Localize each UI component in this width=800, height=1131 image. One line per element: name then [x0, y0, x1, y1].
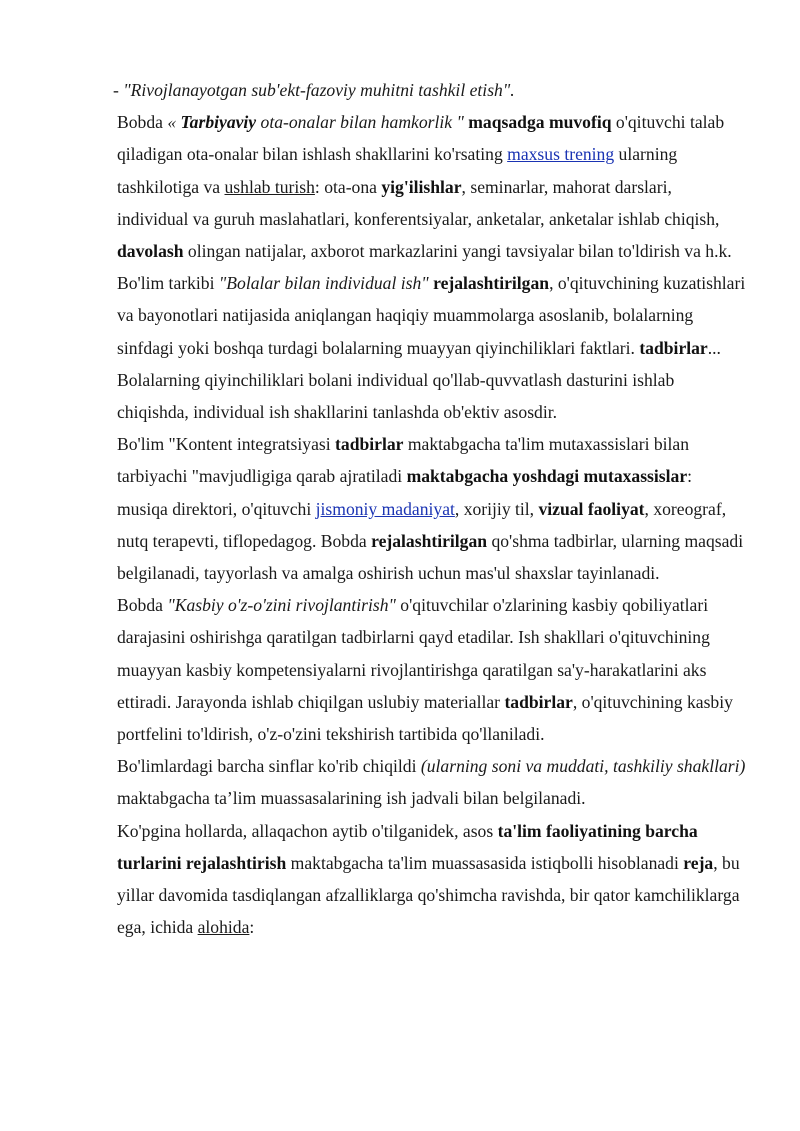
- text-run: Bobda: [117, 112, 168, 133]
- paragraph-individual-work: [117, 267, 747, 428]
- text-run: , o'qituvchining kuzatishlari va bayonotlari natijasida aniqlangan haqiqiy muammolarga asoslanib, bolalarning sinfdagi yoki boshqa turdagi bolalarning muayyan qiyinchiliklari faktlari.: [117, 273, 746, 358]
- italic-text: ota-onalar bilan hamkorlik ": [256, 112, 464, 133]
- bold-text: rejalashtirilgan: [371, 530, 488, 551]
- text-run: Bo'lim tarkibi: [117, 273, 219, 294]
- text-run: Bobda: [117, 595, 168, 616]
- paragraph-content-integration: [117, 428, 747, 589]
- text-run: Ko'pgina hollarda, allaqachon aytib o'tilganidek, asos: [117, 820, 498, 841]
- text-run: : ota-ona: [314, 176, 382, 197]
- text-run: ularning tashkilotiga va: [117, 144, 678, 197]
- italic-text: "Bolalar bilan individual ish": [218, 273, 429, 294]
- italic-text: - "Rivojlanayotgan sub'ekt-fazoviy muhitni tashkil etish".: [113, 80, 515, 100]
- underlined-text: alohida: [197, 917, 250, 938]
- document-body: [113, 74, 747, 943]
- bold-text: tadbirlar: [504, 691, 573, 712]
- text-run: Bo'lim "Kontent integratsiyasi: [117, 434, 336, 455]
- text-run: ... Bolalarning qiyinchiliklari bolani individual qo'llab-quvvatlash dasturini ishlab chiqishda, individual ish shakllarini tanlashda ob'ektiv asosdir.: [117, 337, 721, 423]
- paragraph-list-item: [113, 74, 747, 106]
- bold-text: reja: [683, 852, 714, 873]
- bold-text: tadbirlar: [639, 337, 708, 358]
- italic-text: "Kasbiy o'z-o'zini rivojlantirish": [167, 595, 396, 616]
- paragraph-planning: [117, 815, 747, 944]
- text-run: maktabgacha ta’lim muassasalarining ish jadvali bilan belgilanadi.: [117, 788, 586, 809]
- text-run: , o'qituvchining kasbiy portfelini to'ldirish, o'z-o'zini tekshirish tartibida qo'llaniladi.: [117, 691, 733, 745]
- link-maxsus-trening[interactable]: maxsus trening: [507, 144, 615, 165]
- text-run: maktabgacha ta'lim mutaxassislari bilan tarbiyachi "mavjudligiga qarab ajratiladi: [117, 434, 690, 487]
- text-run: : musiqa direktori, o'qituvchi: [117, 466, 693, 519]
- link-jismoniy-madaniyat[interactable]: jismoniy madaniyat: [315, 498, 455, 519]
- text-run: olingan natijalar, axborot markazlarini yangi tavsiyalar bilan to'ldirish va h.k.: [183, 241, 732, 262]
- italic-text: «: [167, 112, 181, 133]
- text-run: anketalar: [548, 208, 614, 229]
- bold-text: maktabgacha yoshdagi mutaxassislar: [406, 466, 688, 487]
- italic-text: (ularning soni va muddati, tashkiliy shakllari): [420, 756, 746, 777]
- bold-text: davolash: [117, 241, 184, 262]
- underlined-text: ushlab turish: [224, 176, 315, 197]
- bold-text: vizual faoliyat: [538, 498, 645, 519]
- bold-text: rejalashtirilgan: [433, 273, 550, 294]
- text-run: o'qituvchilar o'zlarining kasbiy qobiliyatlari darajasini oshirishga qaratilgan tadbirlarni qayd etadilar. Ish shakllari o'qituvchining muayyan kasbiy kompetensiyalarni rivojlantirishga qaratilgan sa'y-harakatlarini aks ettiradi. Jarayonda ishlab chiqilgan uslubiy materiallar: [117, 595, 710, 712]
- text-run: maktabgacha ta'lim muassasasida istiqbolli hisoblanadi: [286, 852, 684, 873]
- text-run: :: [249, 917, 255, 938]
- bold-text: tadbirlar: [335, 434, 404, 455]
- text-run: ishlab chiqish,: [613, 208, 720, 229]
- text-run: , bu yillar davomida tasdiqlangan afzalliklarga qo'shimcha ravishda, bir qator kamchiliklarga ega, ichida: [117, 852, 740, 938]
- bold-text: maqsadga muvofiq: [468, 112, 612, 133]
- text-run: , xorijiy til,: [454, 498, 539, 519]
- text-run: Bo'limlardagi barcha sinflar ko'rib chiqildi: [117, 756, 421, 777]
- paragraph-self-development: [117, 589, 747, 750]
- text-run: , seminarlar, mahorat darslari, individual va guruh maslahatlari, konferentsiyalar, anketalar,: [117, 176, 672, 229]
- text-run: qo'shma tadbirlar, ularning maqsadi belgilanadi, tayyorlash va amalga oshirish uchun mas'ul shaxslar tayinlanadi.: [117, 530, 744, 584]
- paragraph-parent-cooperation: [117, 106, 747, 267]
- paragraph-classes-schedule: [117, 750, 747, 814]
- bold-italic-text: Tarbiyaviy: [180, 112, 257, 133]
- text-run: o'qituvchi talab qiladigan ota-onalar bilan ishlash shakllarini ko'rsating: [117, 112, 725, 165]
- text-run: , xoreograf, nutq terapevti, tiflopedagog. Bobda: [117, 498, 727, 551]
- bold-text: yig'ilishlar: [381, 176, 462, 197]
- bold-text: ta'lim faoliyatining barcha turlarini rejalashtirish: [117, 820, 698, 873]
